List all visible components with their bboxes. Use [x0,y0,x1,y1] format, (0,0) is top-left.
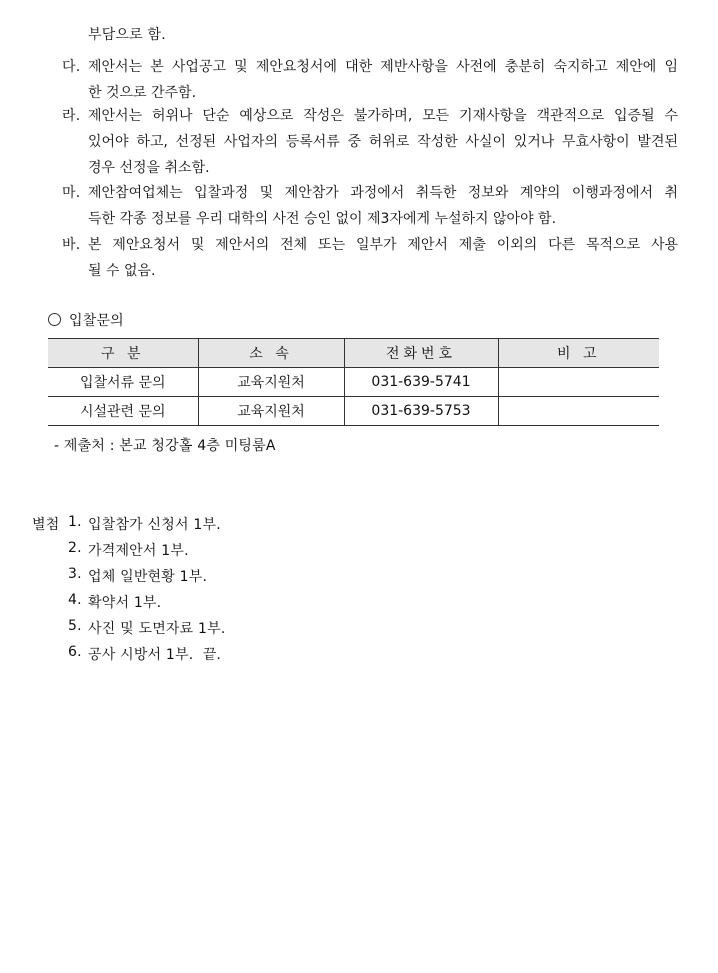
attachment-item: 업체 일반현황 1부. [88,569,208,585]
attachment-item: 확약서 1부. [88,595,162,611]
attachment-item: 공사 시방서 1부. 끝. [88,647,222,663]
table-cell: 교육지원처 [198,397,344,426]
item-text [88,103,678,181]
column-header: 비 고 [498,339,659,368]
inquiry-title: 입찰문의 [69,313,124,329]
item-line: 제안서는 본 사업공고 및 제안요청서에 대한 제반사항을 사전에 충분히 숙지하고 제안에 임 [88,59,678,75]
column-header: 구 분 [48,339,198,368]
table-header-row [48,339,659,368]
column-header: 전화번호 [344,339,498,368]
attachment-number: 1. [68,514,82,530]
table-row [48,397,659,426]
circle-bullet-icon [48,313,61,326]
item-text [88,54,678,106]
item-marker: 바. [62,237,81,253]
table-row [48,368,659,397]
item-line: 있어야 하고, 선정된 사업자의 등록서류 중 허위로 작성한 사실이 있거나 무효사항이 발견된 [88,134,678,150]
column-header: 소 속 [198,339,344,368]
table-cell: 031-639-5753 [344,397,498,426]
item-line: 경우 선정을 취소함. [88,160,210,176]
item-line: 제안서는 허위나 단순 예상으로 작성은 불가하며, 모든 기재사항을 객관적으로 입증될 수 [88,108,678,124]
item-text [88,180,678,232]
attachment-number: 2. [68,540,82,556]
item-text [88,232,678,284]
item-marker: 다. [62,59,81,75]
inquiry-table [48,338,659,426]
table-cell: 교육지원처 [198,368,344,397]
item-line: 본 제안요청서 및 제안서의 전체 또는 일부가 제안서 제출 이외의 다른 목적으로 사용 [88,237,678,253]
item-line: 득한 각종 정보를 우리 대학의 사전 승인 없이 제3자에게 누설하지 않아야 함. [88,211,557,227]
table-cell: 시설관련 문의 [48,397,198,426]
attachment-item: 입찰참가 신청서 1부. [88,517,221,533]
table-cell [498,368,659,397]
attachment-item: 사진 및 도면자료 1부. [88,621,226,637]
item-line: 될 수 없음. [88,263,156,279]
attachment-number: 3. [68,566,82,582]
attachment-number: 6. [68,644,82,660]
continuation-text: 부담으로 함. [88,27,166,43]
item-line: 한 것으로 간주함. [88,85,197,101]
table-cell: 입찰서류 문의 [48,368,198,397]
attachment-number: 4. [68,592,82,608]
table-cell: 031-639-5741 [344,368,498,397]
attachment-number: 5. [68,618,82,634]
attachment-item: 가격제안서 1부. [88,543,189,559]
inquiry-heading [48,310,124,330]
item-line: 제안참여업체는 입찰과정 및 제안참가 과정에서 취득한 정보와 계약의 이행과정에서 취 [88,185,678,201]
table-cell [498,397,659,426]
item-marker: 라. [62,108,81,124]
submission-note: - 제출처 : 본교 청강홀 4층 미팅룸A [54,438,276,454]
attachments-label: 별첨 [32,517,60,533]
item-marker: 마. [62,185,81,201]
